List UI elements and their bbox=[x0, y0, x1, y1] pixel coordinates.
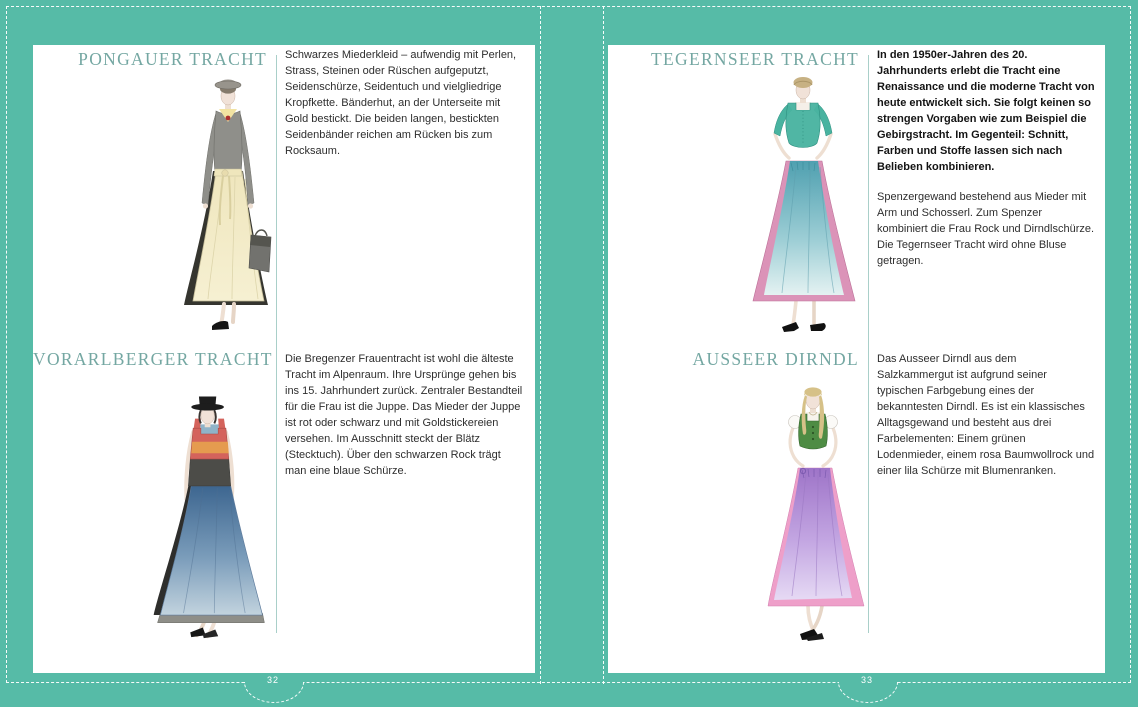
section-text-tegernseer bbox=[877, 47, 1095, 283]
illustration-tegernseer-tracht bbox=[738, 73, 868, 333]
section-title-ausseer: AUSSEER DIRNDL bbox=[692, 349, 859, 369]
tegernseer-body: Spenzergewand bestehend aus Mieder mit Arm und Schosserl. Zum Spenzer kombiniert die Frau Rock und Dirndlschürze. Die Tegernseer Tracht wird ohne Bluse getragen. bbox=[877, 191, 1095, 267]
gutter-dashed-line-right bbox=[603, 6, 604, 684]
illustration-ausseer-dirndl bbox=[748, 382, 878, 642]
page-number-left: 32 bbox=[266, 675, 279, 685]
page-number-right: 33 bbox=[860, 675, 873, 685]
page-number-notch-left bbox=[244, 682, 304, 703]
page-number-notch-right bbox=[838, 682, 898, 703]
section-title-pongauer: PONGAUER TRACHT bbox=[78, 49, 267, 69]
section-text-ausseer bbox=[877, 351, 1095, 493]
pongauer-body: Schwarzes Miederkleid – aufwendig mit Perlen, Strass, Steinen oder Rüschen aufgeputzt, Seidenschürze, Seidentuch und vielgliedrige Kropfkette. Bänderhut, an der Unterseite mit Gold bestickt. Die beiden langen, bestickten Seidenbänder reichen am Rücken bis zum Rocksaum. bbox=[285, 49, 517, 157]
tegernseer-body-bold: In den 1950er-Jahren des 20. Jahrhunderts erlebt die Tracht eine Renaissance und die moderne Tracht von heute entwickelt sich. Sie folgt keinen so strengen Vorgaben wie zum Beispiel die Gebirgstracht. Im Gegenteil: Schnitt, Farben und Stoffe lassen sich nach Belieben kombinieren. bbox=[877, 49, 1095, 173]
page-left bbox=[33, 45, 535, 673]
illustration-vorarlberger-tracht bbox=[145, 382, 275, 642]
ausseer-body: Das Ausseer Dirndl aus dem Salzkammergut ist aufgrund seiner typischen Farbgebung eines der bekanntesten Dirndl. Es ist ein klassisches Alltagsgewand und besteht aus drei Farbelementen: Einem grünen Lodenmieder, einem rosa Baumwollrock und einer lila Schürze mit Blumenranken. bbox=[877, 353, 1095, 477]
section-title-tegernseer: TEGERNSEER TRACHT bbox=[651, 49, 859, 69]
section-title-vorarlberger: VORARLBERGER TRACHT bbox=[33, 349, 273, 369]
page-right bbox=[608, 45, 1105, 673]
section-text-pongauer bbox=[285, 47, 523, 173]
section-text-vorarlberger bbox=[285, 351, 523, 493]
vorarlberger-body: Die Bregenzer Frauentracht ist wohl die älteste Tracht im Alpenraum. Ihre Ursprünge gehen bis ins 15. Jahrhundert zurück. Zentraler Bestandteil für die Frau ist die Juppe. Das Mieder der Juppe ist rot oder schwarz und mit Goldstickereien versehen. Im Ausschnitt steckt der Blätz (Stecktuch). Über den schwarzen Rock trägt man eine blaue Schürze. bbox=[285, 353, 523, 477]
gutter-dashed-line-left bbox=[540, 6, 541, 684]
illustration-pongauer-tracht bbox=[163, 75, 293, 335]
